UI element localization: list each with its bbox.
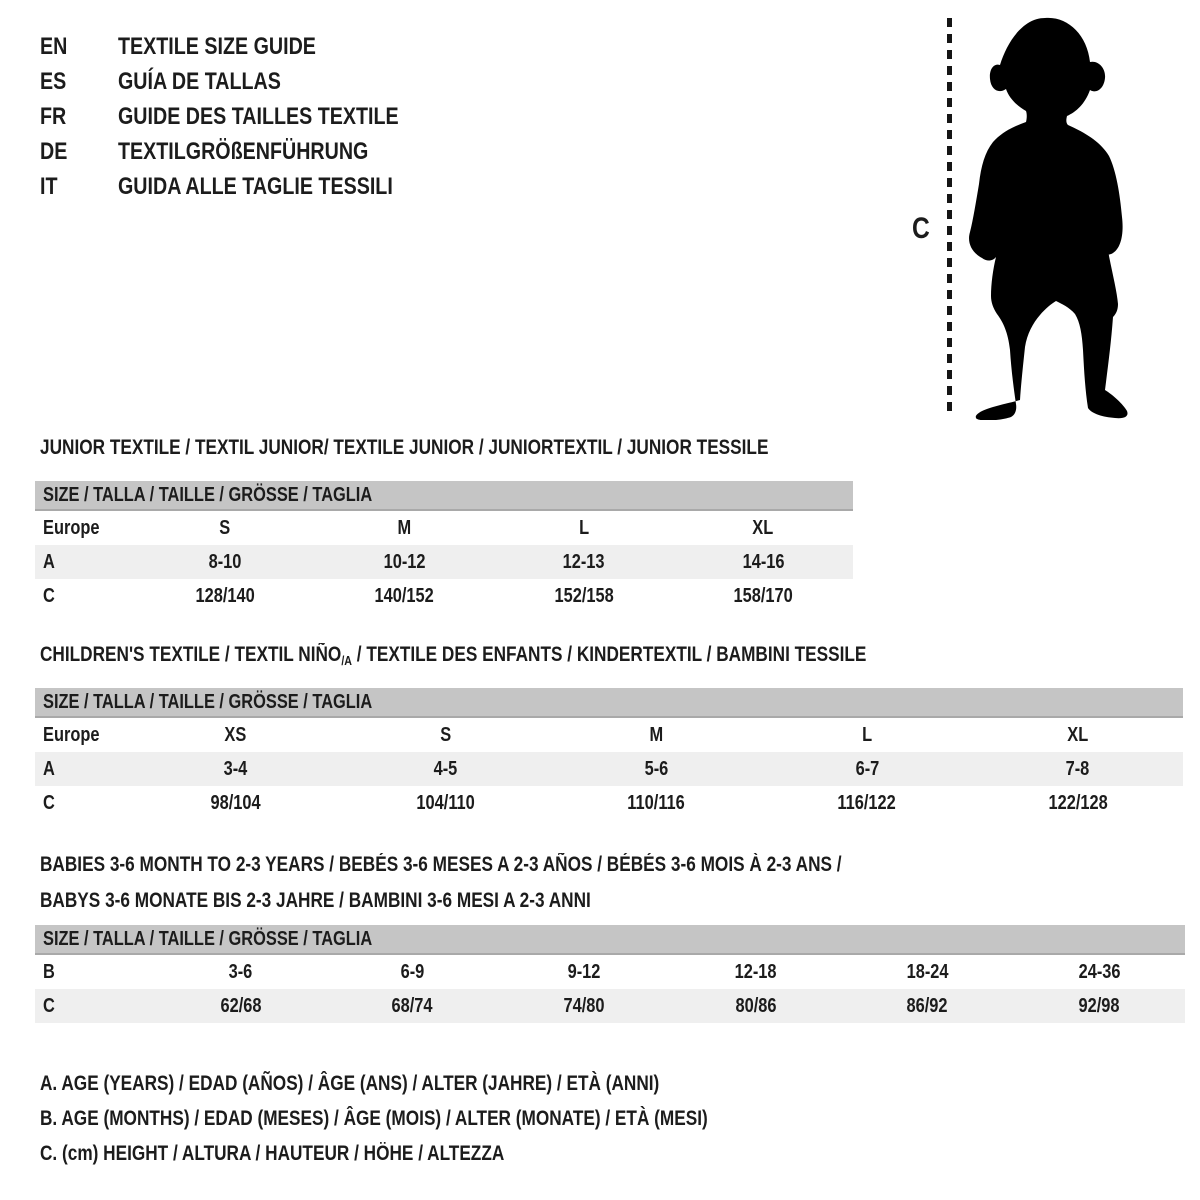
language-row-es — [40, 64, 460, 99]
title-subscript: /A — [341, 653, 352, 668]
row-label: B — [43, 960, 55, 983]
table-cell: L — [862, 723, 873, 746]
table-cell: 86/92 — [906, 994, 948, 1017]
table-cell: 92/98 — [1078, 994, 1120, 1017]
language-title: GUIDA ALLE TAGLIE TESSILI — [118, 173, 393, 200]
table-cell: 122/128 — [1048, 791, 1108, 814]
size-header-bar: SIZE / TALLA / TAILLE / GRÖSSE / TAGLIA — [35, 481, 853, 511]
row-label: A — [43, 550, 55, 573]
table-cell: 116/122 — [837, 791, 897, 814]
legend-line-a: A. AGE (YEARS) / EDAD (AÑOS) / ÂGE (ANS) / ALTER (JAHRE) / ETÀ (ANNI) — [40, 1072, 660, 1095]
table-cell: S — [440, 723, 452, 746]
table-cell: 140/152 — [374, 584, 434, 607]
language-row-en — [40, 29, 460, 64]
baby-silhouette-icon — [963, 14, 1140, 420]
height-measure-label: C — [912, 212, 930, 245]
table-cell: 12-13 — [562, 550, 605, 573]
table-cell: M — [397, 516, 412, 539]
table-cell: 6-7 — [855, 757, 879, 780]
table-cell: 152/158 — [554, 584, 614, 607]
babies-size-table — [35, 925, 1185, 1023]
language-row-de — [40, 134, 460, 169]
table-cell: 4-5 — [434, 757, 458, 780]
row-label: Europe — [43, 723, 100, 746]
table-cell: 6-9 — [400, 960, 425, 983]
height-measure-dashed-line — [947, 18, 952, 416]
language-code: EN — [40, 33, 68, 60]
table-cell: 10-12 — [383, 550, 426, 573]
table-cell: 68/74 — [391, 994, 434, 1017]
table-cell: 74/80 — [563, 994, 605, 1017]
table-row — [35, 955, 1185, 989]
table-cell: XL — [1067, 723, 1089, 746]
table-cell: 62/68 — [220, 994, 262, 1017]
table-cell: 8-10 — [208, 550, 242, 573]
junior-section-title: JUNIOR TEXTILE / TEXTIL JUNIOR/ TEXTILE JUNIOR / JUNIORTEXTIL / JUNIOR TESSILE — [40, 436, 769, 459]
babies-section-title: BABIES 3-6 MONTH TO 2-3 YEARS / BEBÉS 3-6 MESES A 2-3 AÑOS / BÉBÉS 3-6 MOIS À 2-3 ANS / BABYS 3-6 MONATE BIS 2-3 JAHRE / BAMBINI 3-6 MESI A 2-3 ANNI — [40, 853, 842, 912]
row-label: C — [43, 994, 55, 1017]
legend — [40, 1066, 854, 1171]
legend-line-c: C. (cm) HEIGHT / ALTURA / HAUTEUR / HÖHE / ALTEZZA — [40, 1142, 505, 1165]
table-row — [35, 786, 1183, 820]
children-section-title: CHILDREN'S TEXTILE / TEXTIL NIÑO/A / TEXTILE DES ENFANTS / KINDERTEXTIL / BAMBINI TESSILE — [40, 643, 867, 668]
language-title: GUIDE DES TAILLES TEXTILE — [118, 103, 399, 130]
table-cell: 3-6 — [228, 960, 253, 983]
size-header-bar: SIZE / TALLA / TAILLE / GRÖSSE / TAGLIA — [35, 688, 1183, 718]
table-cell: 14-16 — [742, 550, 785, 573]
row-label: C — [43, 584, 55, 607]
table-cell: 158/170 — [733, 584, 793, 607]
table-cell: 128/140 — [195, 584, 255, 607]
table-row — [35, 752, 1183, 786]
table-cell: 98/104 — [210, 791, 261, 814]
table-cell: 3-4 — [223, 757, 248, 780]
language-list — [40, 29, 460, 204]
table-cell: 18-24 — [906, 960, 949, 983]
language-row-fr — [40, 99, 460, 134]
table-cell: S — [219, 516, 231, 539]
row-label: A — [43, 757, 55, 780]
table-row — [35, 718, 1183, 752]
children-size-table — [35, 688, 1183, 820]
table-cell: 104/110 — [416, 791, 476, 814]
language-code: ES — [40, 68, 67, 95]
language-row-it — [40, 169, 460, 204]
table-cell: 80/86 — [735, 994, 777, 1017]
legend-line-b: B. AGE (MONTHS) / EDAD (MESES) / ÂGE (MOIS) / ALTER (MONATE) / ETÀ (MESI) — [40, 1107, 708, 1130]
table-cell: 9-12 — [567, 960, 601, 983]
row-label: C — [43, 791, 55, 814]
table-cell: L — [578, 516, 589, 539]
table-cell: 5-6 — [644, 757, 669, 780]
table-cell: XL — [752, 516, 774, 539]
table-row — [35, 545, 853, 579]
language-title: TEXTILE SIZE GUIDE — [118, 33, 316, 60]
table-cell: 24-36 — [1078, 960, 1121, 983]
junior-size-table — [35, 481, 853, 613]
language-code: FR — [40, 103, 67, 130]
language-title: TEXTILGRÖßENFÜHRUNG — [118, 138, 369, 165]
language-code: DE — [40, 138, 68, 165]
table-row — [35, 579, 853, 613]
table-cell: 7-8 — [1065, 757, 1090, 780]
language-code: IT — [40, 173, 58, 200]
table-cell: M — [649, 723, 664, 746]
table-row — [35, 989, 1185, 1023]
table-cell: 110/116 — [627, 791, 686, 814]
table-row — [35, 511, 853, 545]
language-title: GUÍA DE TALLAS — [118, 68, 281, 95]
row-label: Europe — [43, 516, 100, 539]
table-cell: 12-18 — [734, 960, 777, 983]
table-cell: XS — [224, 723, 247, 746]
size-header-bar: SIZE / TALLA / TAILLE / GRÖSSE / TAGLIA — [35, 925, 1185, 955]
